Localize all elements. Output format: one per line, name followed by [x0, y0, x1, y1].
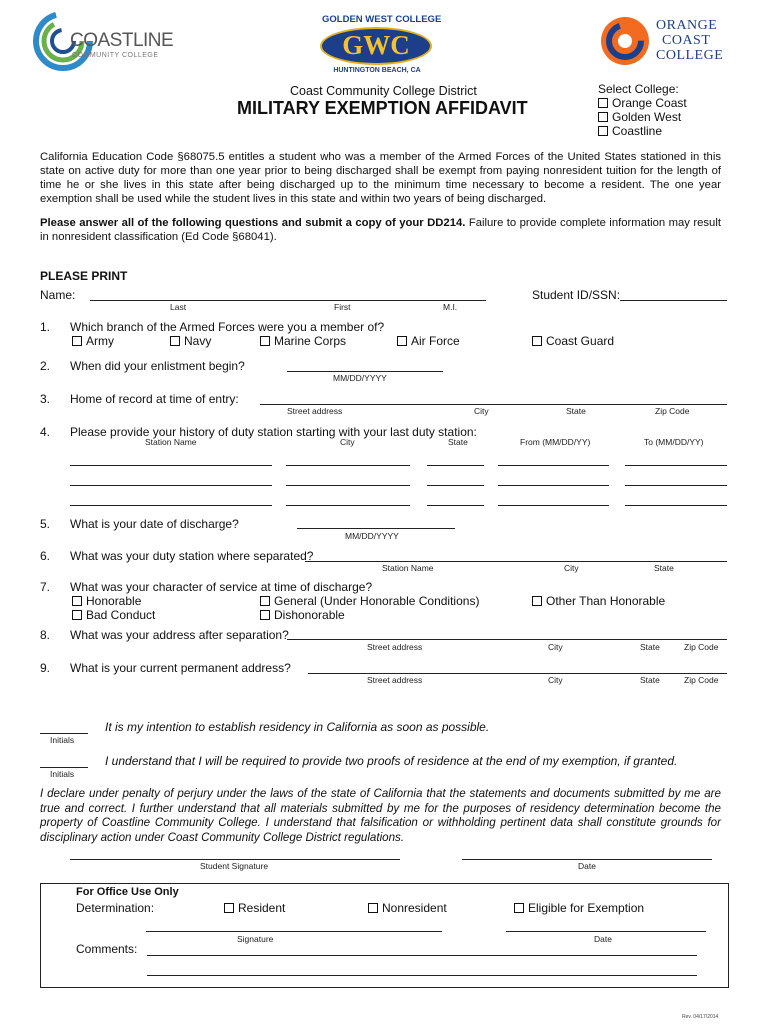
office-date-label: Date [594, 934, 612, 944]
duty-col-city: City [340, 437, 355, 447]
q3-number: 3. [40, 392, 51, 406]
office-use-box [40, 883, 729, 988]
q6-text: What was your duty station where separated? [70, 549, 314, 563]
occ-logo-line1: ORANGE [656, 18, 718, 33]
q7-option-honorable[interactable]: Honorable [72, 594, 141, 608]
q8-number: 8. [40, 628, 51, 642]
checkbox-eligible-for-exemption[interactable] [514, 903, 524, 913]
checkbox-air-force[interactable] [397, 336, 407, 346]
permanent-address-field[interactable] [308, 673, 727, 674]
checkbox-coastline[interactable] [598, 126, 608, 136]
checkbox-army[interactable] [72, 336, 82, 346]
student-id-label: Student ID/SSN: [532, 288, 621, 302]
occ-logo-line2: COAST [662, 33, 711, 48]
duty-col-state: State [448, 437, 468, 447]
student-id-field[interactable] [620, 300, 727, 301]
q4-number: 4. [40, 425, 51, 439]
duty-col-station-name: Station Name [145, 437, 197, 447]
instruction-rest: Failure to provide complete information may result in nonresident classification (Ed Code §68041). [40, 217, 721, 243]
checkbox-nonresident[interactable] [368, 903, 378, 913]
student-date-label: Date [578, 861, 596, 871]
please-print-heading: PLEASE PRINT [40, 269, 128, 283]
coastline-logo-text: COASTLINE [70, 30, 174, 51]
name-first-label: First [334, 302, 351, 312]
sep-city-label: City [548, 642, 563, 652]
checkbox-golden-west[interactable] [598, 112, 608, 122]
q9-number: 9. [40, 661, 51, 675]
q1-number: 1. [40, 320, 51, 334]
q1-option-air-force[interactable]: Air Force [397, 334, 460, 348]
office-signature-label: Signature [237, 934, 274, 944]
proof-of-residence-statement: I understand that I will be required to provide two proofs of residence at the end of my exemption, if granted. [105, 754, 678, 768]
duty-state-field[interactable] [427, 465, 484, 466]
form-title: MILITARY EXEMPTION AFFIDAVIT [237, 98, 528, 118]
gwc-logo-bottom: HUNTINGTON BEACH, CA [333, 67, 421, 74]
checkbox-marine-corps[interactable] [260, 336, 270, 346]
determination-label: Determination: [76, 901, 155, 915]
home-street-label: Street address [287, 406, 343, 416]
checkbox-dishonorable[interactable] [260, 610, 270, 620]
name-label: Name: [40, 288, 76, 302]
q8-text: What was your address after separation? [70, 628, 289, 642]
declaration-paragraph: I declare under penalty of perjury under the laws of the state of California that the statements and documents submitted by me are true and correct. I further understand that all materials submitted by me for the purposes of residency determination become the property of Coastline Community College. I understand that falsification or withholding pertinent data shall constitute grounds for disciplinary action under Coast Community College District regulations. [40, 787, 721, 844]
separation-station-name-label: Station Name [382, 563, 434, 573]
checkbox-general[interactable] [260, 596, 270, 606]
gwc-logo-top: GOLDEN WEST COLLEGE [322, 14, 442, 25]
duty-state-field[interactable] [427, 505, 484, 506]
sep-street-label: Street address [367, 642, 423, 652]
q3-text: Home of record at time of entry: [70, 392, 239, 406]
enlistment-date-field[interactable] [287, 371, 443, 372]
q4-text: Please provide your history of duty station starting with your last duty station: [70, 425, 477, 439]
name-mi-label: M.I. [443, 302, 458, 312]
sep-zip-label: Zip Code [684, 642, 719, 652]
q1-option-coast-guard[interactable]: Coast Guard [532, 334, 614, 348]
residency-intention-statement: It is my intention to establish residency in California as soon as possible. [105, 720, 490, 734]
office-use-title: For Office Use Only [76, 886, 179, 898]
initials-label-2: Initials [50, 769, 75, 779]
office-option-resident[interactable]: Resident [224, 901, 285, 915]
q7-option-dishonorable[interactable]: Dishonorable [260, 608, 345, 622]
address-after-separation-field[interactable] [287, 639, 727, 640]
office-signature-field[interactable] [146, 931, 442, 932]
duty-col-to: To (MM/DD/YY) [644, 437, 704, 447]
college-option-coastline[interactable]: Coastline [598, 124, 662, 138]
q9-text: What is your current permanent address? [70, 661, 291, 675]
office-option-nonresident[interactable]: Nonresident [368, 901, 447, 915]
office-option-eligible[interactable]: Eligible for Exemption [514, 901, 644, 915]
q1-option-marine-corps[interactable]: Marine Corps [260, 334, 346, 348]
duty-city-field[interactable] [286, 465, 410, 466]
coastline-logo [32, 10, 174, 72]
occ-logo-line3: COLLEGE [656, 48, 724, 63]
student-signature-field[interactable] [70, 859, 400, 860]
duty-to-field[interactable] [625, 505, 727, 506]
comments-field-2[interactable] [147, 975, 697, 976]
duty-to-field[interactable] [625, 485, 727, 486]
checkbox-other-than-honorable[interactable] [532, 596, 542, 606]
name-last-label: Last [170, 302, 187, 312]
initials-field-2[interactable] [40, 767, 88, 768]
college-option-golden-west[interactable]: Golden West [598, 110, 681, 124]
student-date-field[interactable] [462, 859, 712, 860]
gwc-logo-mark: GWC [342, 30, 410, 60]
q1-text: Which branch of the Armed Forces were you a member of? [70, 320, 385, 334]
instruction-bold: Please answer all of the following questions and submit a copy of your DD214. [40, 217, 466, 229]
instruction-paragraph [40, 216, 721, 244]
comments-field-1[interactable] [147, 955, 697, 956]
intro-paragraph: California Education Code §68075.5 entitles a student who was a member of the Armed Forces of the United States stationed in this state on active duty for more than one year prior to being discharged shall be exempt from paying nonresident tuition for the length of time he or she lives in this state after being discharged up to the minimum time necessary to become a resident. The one year exemption shall be used while the student lives in this state and within two years of being discharged. [40, 151, 721, 205]
initials-label-1: Initials [50, 735, 75, 745]
occ-logo [600, 16, 730, 66]
q7-option-bad-conduct[interactable]: Bad Conduct [72, 608, 155, 622]
q2-text: When did your enlistment begin? [70, 359, 245, 373]
q1-option-navy[interactable]: Navy [170, 334, 211, 348]
coastline-logo-subtext: COMMUNITY COLLEGE [72, 52, 159, 59]
home-of-record-field[interactable] [260, 404, 727, 405]
q7-option-general[interactable]: General (Under Honorable Conditions) [260, 594, 479, 608]
q2-number: 2. [40, 359, 51, 373]
home-city-label: City [474, 406, 489, 416]
select-college-label: Select College: [598, 82, 679, 96]
home-zip-label: Zip Code [655, 406, 690, 416]
duty-station-name-field[interactable] [70, 465, 272, 466]
revision-note: Rev. 04/17/2014 [682, 1014, 719, 1020]
duty-col-from: From (MM/DD/YY) [520, 437, 591, 447]
perm-city-label: City [548, 675, 563, 685]
duty-city-field[interactable] [286, 485, 410, 486]
q7-option-other-than-honorable[interactable]: Other Than Honorable [532, 594, 665, 608]
q7-number: 7. [40, 580, 51, 594]
sep-state-label: State [640, 642, 660, 652]
office-date-field[interactable] [506, 931, 706, 932]
duty-from-field[interactable] [498, 485, 609, 486]
checkbox-orange-coast[interactable] [598, 98, 608, 108]
q7-text: What was your character of service at time of discharge? [70, 580, 373, 594]
perm-street-label: Street address [367, 675, 423, 685]
enlistment-date-hint: MM/DD/YYYY [333, 373, 387, 383]
separation-station-field[interactable] [305, 561, 727, 562]
name-field[interactable] [90, 300, 486, 301]
duty-station-name-field[interactable] [70, 505, 272, 506]
checkbox-resident[interactable] [224, 903, 234, 913]
discharge-date-field[interactable] [297, 528, 455, 529]
duty-from-field[interactable] [498, 465, 609, 466]
checkbox-honorable[interactable] [72, 596, 82, 606]
separation-city-label: City [564, 563, 579, 573]
perm-zip-label: Zip Code [684, 675, 719, 685]
q5-number: 5. [40, 517, 51, 531]
q5-text: What is your date of discharge? [70, 517, 239, 531]
duty-station-name-field[interactable] [70, 485, 272, 486]
duty-from-field[interactable] [498, 505, 609, 506]
occ-circle-icon [600, 16, 650, 66]
checkbox-navy[interactable] [170, 336, 180, 346]
checkbox-coast-guard[interactable] [532, 336, 542, 346]
separation-state-label: State [654, 563, 674, 573]
q6-number: 6. [40, 549, 51, 563]
student-signature-label: Student Signature [200, 861, 269, 871]
perm-state-label: State [640, 675, 660, 685]
initials-field-1[interactable] [40, 733, 88, 734]
college-option-orange-coast[interactable]: Orange Coast [598, 96, 687, 110]
duty-state-field[interactable] [427, 485, 484, 486]
checkbox-bad-conduct[interactable] [72, 610, 82, 620]
duty-city-field[interactable] [286, 505, 410, 506]
comments-label: Comments: [76, 942, 138, 956]
discharge-date-hint: MM/DD/YYYY [345, 531, 399, 541]
duty-to-field[interactable] [625, 465, 727, 466]
district-name: Coast Community College District [290, 84, 477, 98]
gwc-logo [318, 14, 442, 80]
home-state-label: State [566, 406, 586, 416]
q1-option-army[interactable]: Army [72, 334, 114, 348]
